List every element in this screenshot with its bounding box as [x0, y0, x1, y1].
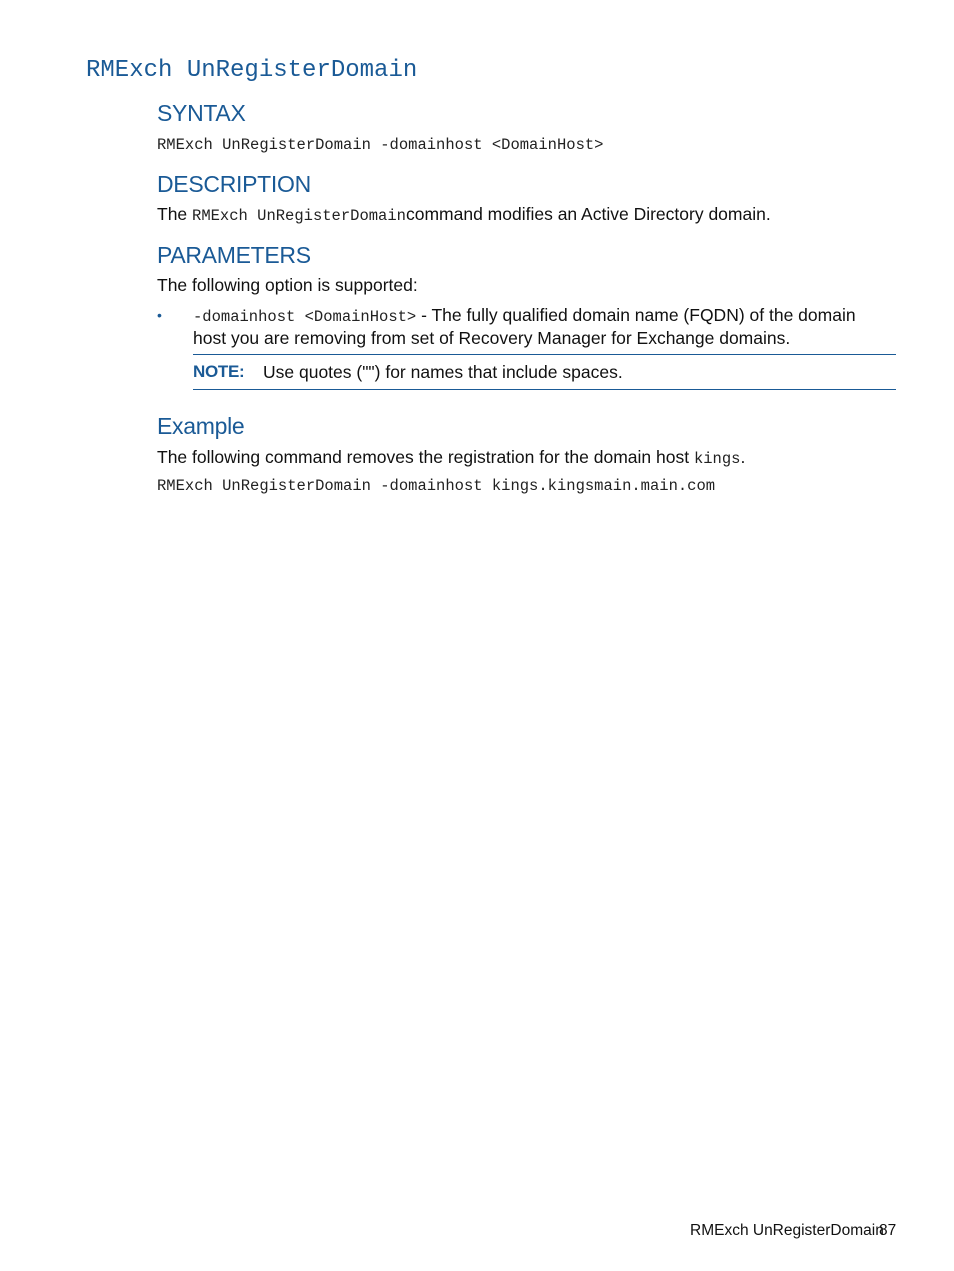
note-label: NOTE: [193, 362, 245, 381]
example-paragraph [157, 447, 745, 470]
example-code: RMExch UnRegisterDomain -domainhost kings.kingsmain.main.com [157, 477, 716, 495]
footer-section-title: RMExch UnRegisterDomain [690, 1222, 884, 1239]
footer-page-number: 87 [879, 1222, 897, 1239]
syntax-code: RMExch UnRegisterDomain -domainhost <DomainHost> [157, 136, 604, 154]
note-box [193, 354, 896, 390]
description-paragraph [157, 204, 771, 227]
bullet-icon: • [157, 307, 162, 323]
parameter-description: - The fully qualified domain name (FQDN) of the domain host you are removing from set of Recovery Manager for Exchange domains. [193, 305, 856, 348]
parameters-heading: PARAMETERS [157, 242, 311, 268]
description-suffix: command modifies an Active Directory domain. [405, 204, 771, 224]
description-code: RMExch UnRegisterDomain [192, 207, 406, 225]
parameter-code: -domainhost <DomainHost> [193, 308, 417, 326]
example-text-suffix: . [740, 447, 746, 467]
description-heading: DESCRIPTION [157, 171, 311, 197]
example-text-code: kings [693, 450, 741, 468]
note-text: Use quotes ("") for names that include spaces. [263, 362, 623, 382]
page-title: RMExch UnRegisterDomain [86, 57, 418, 84]
syntax-heading: SYNTAX [157, 100, 246, 126]
example-text-prefix: The following command removes the registration for the domain host [157, 447, 694, 467]
example-heading: Example [157, 413, 245, 439]
description-prefix: The [157, 204, 193, 224]
parameter-item [193, 305, 893, 349]
parameters-intro: The following option is supported: [157, 275, 418, 295]
